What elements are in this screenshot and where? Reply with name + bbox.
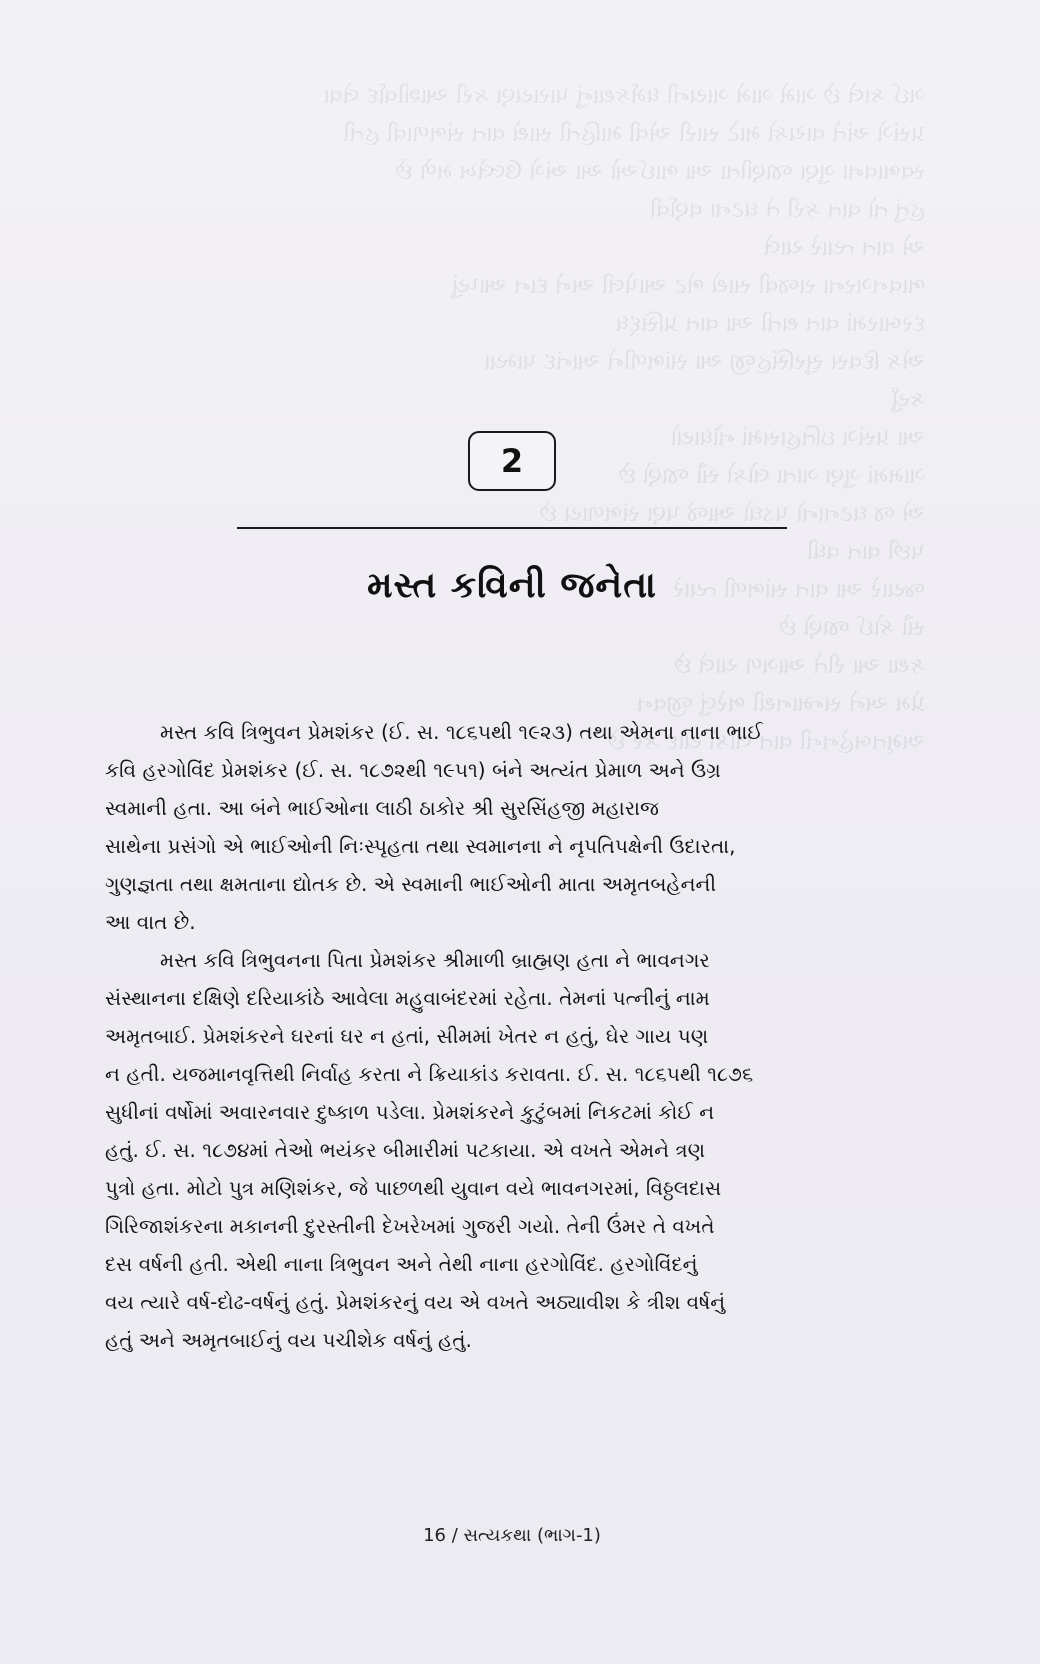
chapter-number-box [468, 431, 556, 491]
chapter-title: મસ્ત કવિની જનેતા [367, 565, 657, 606]
text-line: હતું અને અમૃતબાઈનું વય પચીશેક વર્ષનું હતું. [105, 1328, 472, 1352]
bleed-line: એક દિવસ સુરસિંહજી આ સાંભળીને આનંદ પામ્યા [483, 350, 925, 375]
text-line: મસ્ત કવિ ત્રિભુવન પ્રેમશંકર (ઈ. સ. ૧૮૬૫થી ૧૯૨૩) તથા એમના નાના ભાઈ [160, 720, 763, 744]
bleed-line: કર્યું [891, 388, 925, 413]
text-line: સ્વમાની હતા. આ બંને ભાઈઓના લાઠી ઠાકોર શ્રી સુરસિંહજી મહારાજ [105, 796, 659, 820]
text-line: સાથેના પ્રસંગો એ ભાઈઓની નિઃસ્પૃહતા તથા સ્વમાનના ને નૃપતિપક્ષેની ઉદારતા, [105, 834, 736, 858]
bleed-line: કથા આ રીતે આગળ ચાલે છે [674, 654, 925, 679]
bleed-line: આ પ્રસંગ ઇતિહાસમાં નોંધાયો [670, 426, 925, 451]
bleed-line: જ્યારે આ વાત સાંભળી ત્યારે [672, 578, 925, 603]
text-line: સુધીનાં વર્ષોમાં અવારનવાર દુષ્કાળ પડેલા. પ્રેમશંકરને કુટુંબમાં નિકટમાં કોઈ ન [105, 1100, 715, 1124]
text-line: સંસ્થાનના દક્ષિણે દરિયાકાંઠે આવેલા મહુવાબંદરમાં રહેતા. તેમનાં પત્નીનું નામ [105, 986, 710, 1010]
bleed-line: અમૃતબહેનની વાત લોકો યાદ કરે છે [607, 730, 925, 755]
bleed-line: એ વાત ત્યારે ચાલે [763, 236, 925, 261]
text-line: આ વાત છે. [105, 910, 196, 934]
bleed-line: ભાવનગરના રાજવી સાથે ભેટ આપેલી અને દાન આપ્યું [451, 274, 925, 299]
chapter-number: 2 [500, 442, 524, 480]
text-line: ન હતી. યજમાનવૃત્તિથી નિર્વાહ કરતા ને ક્રિયાકાંડ કરાવતા. ઈ. સ. ૧૮૬૫થી ૧૮૭૬ [105, 1062, 754, 1086]
bleed-line: પ્રસંગે અંતે વાચકો માટે સારી એવી માહિતી સાથે વાત સંભળાવી હતી [342, 122, 925, 147]
text-line: હતું. ઈ. સ. ૧૮૭૪માં તેઓ ભયંકર બીમારીમાં પટકાયા. એ વખતે એમને ત્રણ [105, 1138, 706, 1162]
page-footer: 16 / સત્યકથા (ભાગ-1) [423, 1525, 601, 1546]
bleed-line: દરબારમાં વાત થતી આ વાત પ્રસિદ્ધ [615, 312, 925, 337]
paragraph-1 [105, 713, 925, 941]
bleed-through-text [105, 78, 925, 762]
bleed-line: પ્રેમ અને સન્માનથી ભરેલું જીવન [636, 692, 925, 717]
bleed-line: હતું તો વાત કરી તે ઘટના વર્ણવી [649, 198, 925, 223]
bleed-line: સ્વભાવના ગુણ જાણીતા આ ભાઈઓ આ અંગે ઉલ્લેખ મળે છે [395, 160, 925, 185]
text-line: દસ વર્ષની હતી. એથી નાના ત્રિભુવન અને તેથી નાના હરગોવિંદ. હરગોવિંદનું [105, 1252, 698, 1276]
bleed-line: એ જ ઘટનાનો પડઘો આજે પણ સંભળાય છે [539, 502, 925, 527]
bleed-line: ગઈ કાલે છે ગામે ગામે ગાયની ધર્મકથાનું પારાયણ કરી આશીર્વાદ લેવા [323, 84, 925, 109]
bleed-line: ગામમાં ગુણ ગાતા લોકો સૌ જાણે છે [618, 464, 925, 489]
text-line: ગુણજ્ઞતા તથા ક્ષમતાના દ્યોતક છે. એ સ્વમાની ભાઈઓની માતા અમૃતબહેનની [105, 872, 717, 896]
paragraph-2 [105, 941, 925, 1359]
bleed-line: સૌ કોઈ જાણે છે [779, 616, 925, 641]
text-line: કવિ હરગોવિંદ પ્રેમશંકર (ઈ. સ. ૧૮૭૨થી ૧૯૫૧) બંને અત્યંત પ્રેમાળ અને ઉગ્ર [105, 758, 721, 782]
body-text [105, 713, 925, 1359]
text-line: મસ્ત કવિ ત્રિભુવનના પિતા પ્રેમશંકર શ્રીમાળી બ્રાહ્મણ હતા ને ભાવનગર [160, 948, 710, 972]
text-line: પુત્રો હતા. મોટો પુત્ર મણિશંકર, જે પાછળથી યુવાન વયે ભાવનગરમાં, વિઠ્ઠલદાસ [105, 1176, 722, 1200]
title-divider [237, 527, 787, 529]
bleed-line: પછી વાત વધી [806, 540, 925, 565]
text-line: વય ત્યારે વર્ષ-દોઢ-વર્ષનું હતું. પ્રેમશંકરનું વય એ વખતે અઠ્યાવીશ કે ત્રીશ વર્ષનું [105, 1290, 726, 1314]
text-line: અમૃતબાઈ. પ્રેમશંકરને ઘરનાં ઘર ન હતાં, સીમમાં ખેતર ન હતું, ઘેર ગાય પણ [105, 1024, 709, 1048]
text-line: ગિરિજાશંકરના મકાનની દુરસ્તીની દેખરેખમાં ગુજરી ગયો. તેની ઉંમર તે વખતે [105, 1214, 715, 1238]
